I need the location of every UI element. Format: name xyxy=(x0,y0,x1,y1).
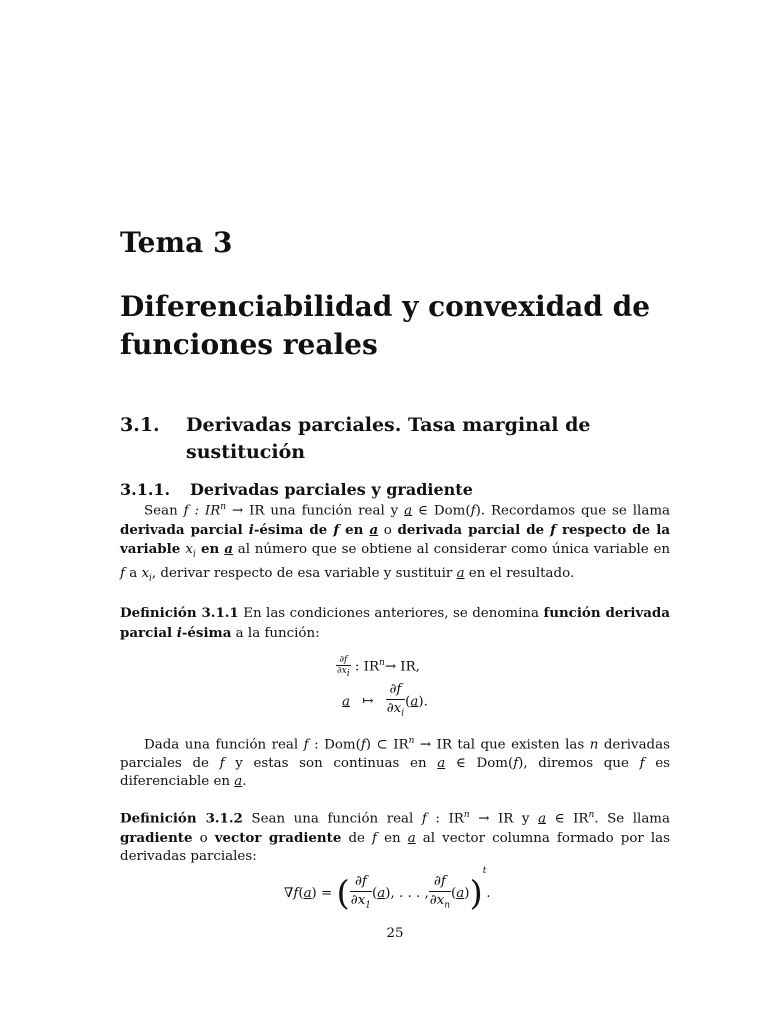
subsection-heading xyxy=(120,480,670,499)
text: ). Recordamos que se llama xyxy=(475,503,670,519)
subscript: i xyxy=(149,573,152,584)
definition-3-1-2 xyxy=(120,806,670,867)
text: y estas son continuas en xyxy=(224,755,438,771)
exponent: n xyxy=(379,658,385,668)
subscript: i xyxy=(192,550,196,561)
equation-gradient xyxy=(284,862,491,914)
term: función derivada parcial xyxy=(120,605,670,641)
text: ) = xyxy=(311,886,333,901)
text: → IR y xyxy=(469,811,539,827)
fraction xyxy=(350,873,372,915)
math: f xyxy=(360,737,366,753)
text: ∂x xyxy=(337,666,347,677)
text: ∈ Dom( xyxy=(445,755,514,771)
page-number: 25 xyxy=(386,926,404,941)
text: ∂x xyxy=(429,892,445,908)
text: ) ⊂ IR xyxy=(365,737,409,753)
equation-partial-map xyxy=(336,654,428,723)
text: ). xyxy=(418,694,428,710)
text: ( xyxy=(298,886,304,901)
subscript: i xyxy=(401,708,405,719)
text: al número que se obtiene al considerar como única variable en xyxy=(233,542,670,558)
math-vector: a xyxy=(377,886,386,901)
math: f : IR xyxy=(183,503,221,519)
definition-label: Definición 3.1.1 xyxy=(120,605,239,621)
term: f xyxy=(333,521,340,538)
denominator xyxy=(386,700,405,723)
differentiability-paragraph xyxy=(120,732,670,792)
transpose-superscript: t xyxy=(482,866,487,876)
math: f xyxy=(219,755,225,771)
equation-line-2 xyxy=(336,681,428,723)
text: ( xyxy=(372,886,378,901)
math: n xyxy=(589,737,599,753)
fraction xyxy=(336,655,351,679)
math: f xyxy=(513,755,519,771)
section-title: Derivadas parciales. Tasa marginal de sustitución xyxy=(186,414,591,463)
math-vector: a xyxy=(303,886,312,901)
text: de xyxy=(341,830,373,846)
exponent: n xyxy=(588,810,595,820)
term: derivada parcial de xyxy=(397,521,551,538)
text: ( xyxy=(451,886,457,901)
term: -ésima de xyxy=(253,521,334,538)
text: ) xyxy=(464,886,470,901)
chapter-title: Diferenciabilidad y convexidad de funciones reales xyxy=(120,290,651,361)
text: Dada una función real xyxy=(144,737,304,753)
term: a xyxy=(224,541,234,558)
term: -ésima xyxy=(181,624,232,641)
numerator: ∂f xyxy=(386,681,405,700)
term: respecto de la variable xyxy=(120,521,670,558)
fraction xyxy=(429,873,451,915)
math-vector: a xyxy=(538,811,547,827)
term: i xyxy=(176,624,182,641)
text: En las condiciones anteriores, se denomina xyxy=(238,606,544,621)
text: . xyxy=(242,774,247,790)
numerator: ∂f xyxy=(350,873,372,892)
text: en xyxy=(377,830,408,846)
term: gradiente xyxy=(120,829,193,846)
math: x xyxy=(185,542,193,558)
chapter-label: Tema 3 xyxy=(120,226,233,259)
math: f xyxy=(421,811,427,827)
text: . xyxy=(486,886,491,901)
math: f xyxy=(372,830,378,846)
left-paren: ( xyxy=(336,873,350,914)
maps-to-symbol: ↦ xyxy=(362,694,374,710)
term: f xyxy=(550,521,556,538)
text: → IR, xyxy=(384,659,420,675)
text: ∈ Dom( xyxy=(412,503,471,519)
term: derivada parcial xyxy=(120,521,249,538)
subscript: i xyxy=(346,668,350,679)
term: vector gradiente xyxy=(214,829,342,846)
math-vector: a xyxy=(404,503,413,519)
math-vector: a xyxy=(456,565,465,581)
exponent: n xyxy=(220,502,227,512)
term: i xyxy=(248,521,254,538)
math-vector: a xyxy=(407,830,416,846)
text: . Se llama xyxy=(594,811,670,827)
text: ∈ IR xyxy=(546,811,589,827)
text: ∂x xyxy=(350,892,366,908)
numerator: ∂f xyxy=(336,655,351,666)
text: derivadas parciales de xyxy=(120,737,670,771)
text: : Dom( xyxy=(308,737,361,753)
math-vector: a xyxy=(437,755,446,771)
page xyxy=(120,0,670,1024)
definition-label: Definición 3.1.2 xyxy=(120,810,243,827)
text: a la función: xyxy=(231,625,320,641)
right-paren: ) xyxy=(469,873,483,914)
text: ∂x xyxy=(386,700,402,716)
numerator: ∂f xyxy=(429,873,451,892)
denominator xyxy=(429,892,451,915)
subscript: 1 xyxy=(365,900,371,911)
math-vector: a xyxy=(234,774,243,790)
text: es diferenciable en xyxy=(120,755,670,790)
text: , derivar respecto de esa variable y sustituir xyxy=(151,565,457,581)
section-heading xyxy=(120,412,670,466)
math: f xyxy=(470,503,476,519)
math: f xyxy=(303,737,309,753)
text: Sean una función real xyxy=(242,811,422,827)
text: a xyxy=(124,565,142,581)
fraction xyxy=(386,681,405,723)
text: ), diremos que xyxy=(518,755,640,771)
text: : IR xyxy=(426,811,464,827)
denominator xyxy=(350,892,372,915)
math: x xyxy=(141,565,150,581)
math-vector: a xyxy=(342,694,350,710)
nabla-symbol: ∇ xyxy=(284,886,294,901)
exponent: n xyxy=(408,736,415,746)
math: f xyxy=(120,565,125,581)
text: ( xyxy=(405,694,411,710)
text: en el resultado. xyxy=(464,565,575,581)
math: f xyxy=(639,755,645,771)
text: o xyxy=(192,830,215,846)
term: a xyxy=(369,521,379,538)
subsection-number: 3.1.1. xyxy=(120,480,171,499)
equation-line-1 xyxy=(336,654,428,679)
subsection-title: Derivadas parciales y gradiente xyxy=(190,480,473,499)
term: en xyxy=(195,541,225,558)
math-vector: a xyxy=(456,886,465,901)
term: en xyxy=(339,521,370,538)
text: al vector columna formado por las derivadas parciales: xyxy=(120,830,670,865)
exponent: n xyxy=(463,810,470,820)
text: : IR xyxy=(354,659,380,675)
text: o xyxy=(378,522,398,538)
definition-3-1-1 xyxy=(120,604,670,643)
subscript: n xyxy=(444,900,451,911)
section-number: 3.1. xyxy=(120,414,160,436)
denominator xyxy=(336,666,351,679)
math-vector: a xyxy=(410,694,419,710)
math: f xyxy=(293,886,299,901)
intro-paragraph xyxy=(120,498,670,588)
text: → IR una función real y xyxy=(226,503,405,519)
text: → IR tal que existen las xyxy=(414,737,590,753)
text: ), . . . , xyxy=(385,886,429,901)
text: Sean xyxy=(144,503,184,519)
